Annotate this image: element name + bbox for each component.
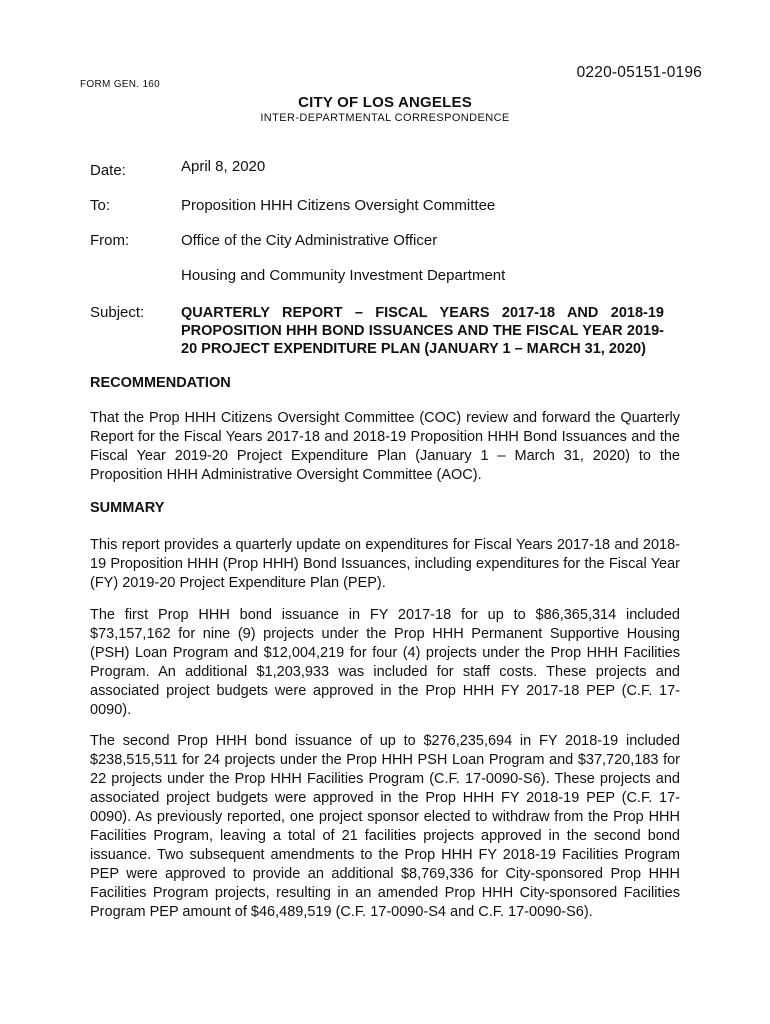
from-label: From: <box>90 232 130 249</box>
to-label: To: <box>90 197 111 214</box>
recommendation-heading: RECOMMENDATION <box>90 375 231 391</box>
recommendation-text: That the Prop HHH Citizens Oversight Committee (COC) review and forward the Quarterly Report for the Fiscal Years 2017-18 and 2018-19 Proposition HHH Bond Issuances and the Fiscal Year 2019-20 Project Expenditure Plan (January 1 – March 31, 2020) to the Proposition HHH Administrative Oversight Committee (AOC). <box>90 410 680 483</box>
summary-paragraph: This report provides a quarterly update on expenditures for Fiscal Years 2017-18 and 2018-19 Proposition HHH (Prop HHH) Bond Issuances, including expenditures for the Fiscal Year (FY) 2019-20 Project Expenditure Plan (PEP). <box>90 537 680 591</box>
form-code: FORM GEN. 160 <box>80 79 161 90</box>
summary-heading: SUMMARY <box>90 500 165 516</box>
summary-paragraph: The second Prop HHH bond issuance of up to $276,235,694 in FY 2018-19 included $238,515,511 for 24 projects under the Prop HHH PSH Loan Program and $37,720,183 for 22 projects under the Prop HHH Facilities Program (C.F. 17-0090-S6). These projects and associated project budgets were approved in the Prop HHH FY 2018-19 PEP (C.F. 17-0090). As previously reported, one project sponsor elected to withdraw from the Prop HHH Facilities Program, leaving a total of 21 facilities projects approved in the second bond issuance. Two subsequent amendments to the Prop HHH FY 2018-19 Facilities Program PEP were approved to provide an additional $8,769,336 for City-sponsored Prop HHH Facilities Program projects, resulting in an amended Prop HHH City-sponsored Facilities Program PEP amount of $46,489,519 (C.F. 17-0090-S4 and C.F. 17-0090-S6). <box>90 733 680 920</box>
subject-label: Subject: <box>90 304 145 321</box>
date-value: April 8, 2020 <box>181 158 266 175</box>
correspondence-type: INTER-DEPARTMENTAL CORRESPONDENCE <box>260 112 510 124</box>
date-label: Date: <box>90 162 126 179</box>
to-value: Proposition HHH Citizens Oversight Committee <box>181 197 496 214</box>
summary-paragraph: The first Prop HHH bond issuance in FY 2017-18 for up to $86,365,314 included $73,157,162 for nine (9) projects under the Prop HHH Permanent Supportive Housing (PSH) Loan Program and $12,004,219 for four (4) projects under the Prop HHH Facilities Program. An additional $1,203,933 was included for staff costs. These projects and associated project budgets were approved in the Prop HHH FY 2017-18 PEP (C.F. 17-0090). <box>90 607 680 718</box>
city-title: CITY OF LOS ANGELES <box>298 94 472 111</box>
subject-value: QUARTERLY REPORT – FISCAL YEARS 2017-18 AND 2018-19 PROPOSITION HHH BOND ISSUANCES AND THE FISCAL YEAR 2019-20 PROJECT EXPENDITURE PLAN (JANUARY 1 – MARCH 31, 2020) <box>181 305 664 357</box>
from-value-hcid: Housing and Community Investment Department <box>181 267 506 284</box>
from-value-cao: Office of the City Administrative Officer <box>181 232 438 249</box>
document-number: 0220-05151-0196 <box>576 64 702 81</box>
